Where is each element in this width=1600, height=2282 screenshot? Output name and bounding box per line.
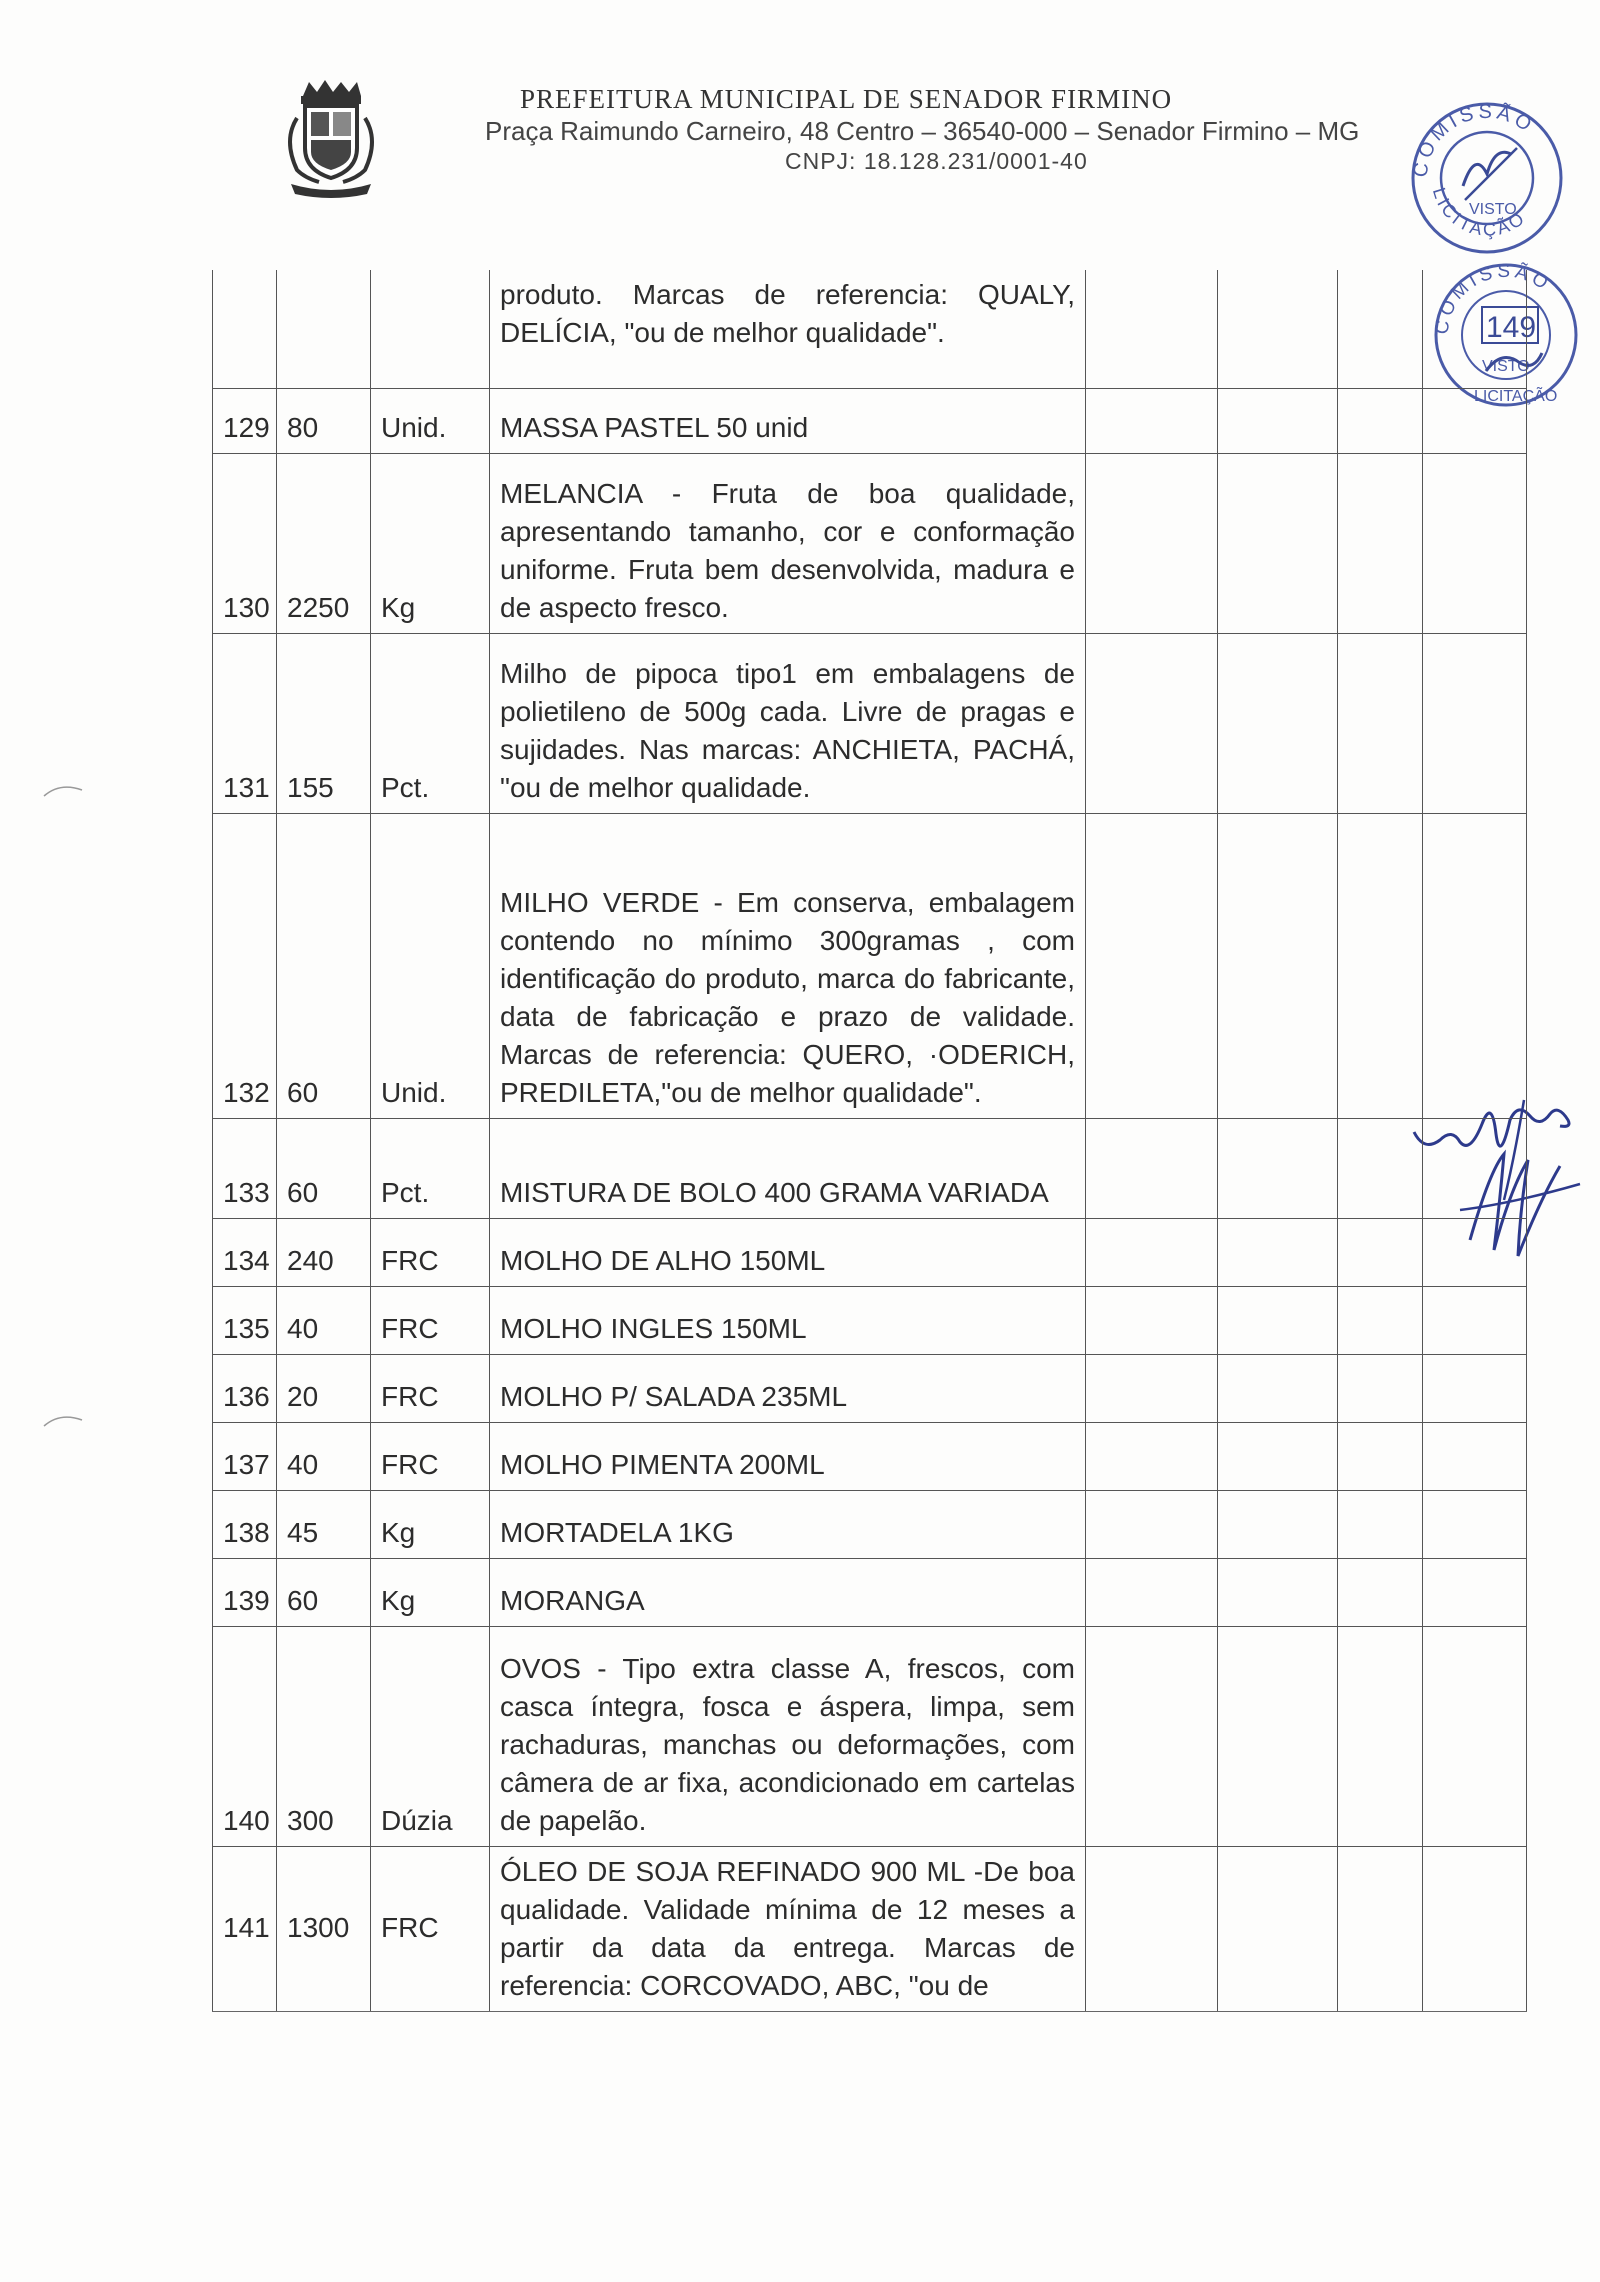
item-number-cell: 136	[213, 1354, 277, 1422]
empty-cell	[1086, 813, 1218, 1118]
description-cell: OVOS - Tipo extra classe A, frescos, com casca íntegra, fosca e áspera, limpa, sem rachaduras, manchas ou deformações, com câmera de ar fixa, acondicionado em cartelas de papelão.	[490, 1626, 1086, 1846]
table-row	[213, 1354, 1527, 1422]
empty-cell	[1218, 813, 1338, 1118]
margin-mark	[40, 780, 90, 800]
table-row	[213, 1626, 1527, 1846]
empty-cell	[1086, 633, 1218, 813]
item-number-cell: 140	[213, 1626, 277, 1846]
table-row	[213, 633, 1527, 813]
description-cell: MELANCIA - Fruta de boa qualidade, apresentando tamanho, cor e conformação uniforme. Fruta bem desenvolvida, madura e de aspecto fresco.	[490, 453, 1086, 633]
empty-cell	[1338, 388, 1423, 453]
quantity-cell: 300	[277, 1626, 371, 1846]
empty-cell	[1218, 1118, 1338, 1218]
stamp-ring-text: COMISSÃO	[1409, 100, 1539, 179]
empty-cell	[1218, 1490, 1338, 1558]
empty-cell	[1338, 1354, 1423, 1422]
item-number-cell: 134	[213, 1218, 277, 1286]
description-cell: MOLHO P/ SALADA 235ML	[490, 1354, 1086, 1422]
unit-cell: Unid.	[371, 813, 490, 1118]
empty-cell	[1338, 1218, 1423, 1286]
quantity-cell: 60	[277, 813, 371, 1118]
table-row	[213, 453, 1527, 633]
stamp-bottom-text: LICITAÇÃO	[1474, 388, 1558, 405]
unit-cell: Kg	[371, 1558, 490, 1626]
unit-cell: FRC	[371, 1354, 490, 1422]
description-cell: produto. Marcas de referencia: QUALY, DELÍCIA, "ou de melhor qualidade".	[490, 270, 1086, 388]
empty-cell	[1338, 633, 1423, 813]
empty-cell	[1423, 1626, 1527, 1846]
stamp-page-number: 149	[1486, 311, 1537, 344]
item-number-cell	[213, 270, 277, 388]
unit-cell: Pct.	[371, 1118, 490, 1218]
empty-cell	[1423, 1558, 1527, 1626]
description-cell: MISTURA DE BOLO 400 GRAMA VARIADA	[490, 1118, 1086, 1218]
unit-cell: Unid.	[371, 388, 490, 453]
table-row	[213, 1422, 1527, 1490]
item-number-cell: 131	[213, 633, 277, 813]
empty-cell	[1218, 1626, 1338, 1846]
description-cell: MOLHO DE ALHO 150ML	[490, 1218, 1086, 1286]
quantity-cell: 1300	[277, 1846, 371, 2011]
items-table	[212, 270, 1527, 2012]
empty-cell	[1338, 813, 1423, 1118]
item-number-cell: 139	[213, 1558, 277, 1626]
description-cell: MOLHO INGLES 150ML	[490, 1286, 1086, 1354]
quantity-cell: 40	[277, 1422, 371, 1490]
description-cell: MILHO VERDE - Em conserva, embalagem contendo no mínimo 300gramas , com identificação do produto, marca do fabricante, data de fabricação e prazo de validade. Marcas de referencia: QUERO, ·ODERICH, PREDILETA,"ou de melhor qualidade".	[490, 813, 1086, 1118]
description-cell: ÓLEO DE SOJA REFINADO 900 ML -De boa qualidade. Validade mínima de 12 meses a partir da data da entrega. Marcas de referencia: CORCOVADO, ABC, "ou de	[490, 1846, 1086, 2011]
empty-cell	[1086, 1354, 1218, 1422]
item-number-cell: 137	[213, 1422, 277, 1490]
empty-cell	[1423, 1354, 1527, 1422]
table-row	[213, 1118, 1527, 1218]
quantity-cell: 40	[277, 1286, 371, 1354]
item-number-cell: 129	[213, 388, 277, 453]
description-cell: MORANGA	[490, 1558, 1086, 1626]
unit-cell: FRC	[371, 1422, 490, 1490]
empty-cell	[1423, 1490, 1527, 1558]
empty-cell	[1218, 453, 1338, 633]
margin-mark	[40, 1410, 90, 1430]
unit-cell: FRC	[371, 1846, 490, 2011]
address-line: Praça Raimundo Carneiro, 48 Centro – 36540-000 – Senador Firmino – MG	[485, 116, 1360, 146]
quantity-cell: 60	[277, 1118, 371, 1218]
item-number-cell: 130	[213, 453, 277, 633]
empty-cell	[1218, 1354, 1338, 1422]
empty-cell	[1086, 1422, 1218, 1490]
empty-cell	[1086, 453, 1218, 633]
description-cell: Milho de pipoca tipo1 em embalagens de polietileno de 500g cada. Livre de pragas e sujidades. Nas marcas: ANCHIETA, PACHÁ, "ou de melhor qualidade.	[490, 633, 1086, 813]
item-number-cell: 138	[213, 1490, 277, 1558]
empty-cell	[1338, 1422, 1423, 1490]
table-row	[213, 813, 1527, 1118]
stamp-center-text: VISTO	[1469, 201, 1517, 218]
table-row	[213, 1490, 1527, 1558]
empty-cell	[1423, 813, 1527, 1118]
letterhead	[0, 0, 1600, 200]
empty-cell	[1086, 1286, 1218, 1354]
empty-cell	[1338, 1490, 1423, 1558]
unit-cell: Pct.	[371, 633, 490, 813]
quantity-cell: 80	[277, 388, 371, 453]
quantity-cell: 20	[277, 1354, 371, 1422]
empty-cell	[1086, 1846, 1218, 2011]
unit-cell: FRC	[371, 1286, 490, 1354]
description-cell: MASSA PASTEL 50 unid	[490, 388, 1086, 453]
empty-cell	[1423, 388, 1527, 453]
empty-cell	[1218, 1846, 1338, 2011]
item-number-cell: 132	[213, 813, 277, 1118]
quantity-cell: 155	[277, 633, 371, 813]
stamp-ring-text: COMISSÃO	[1431, 260, 1555, 336]
empty-cell	[1338, 1286, 1423, 1354]
unit-cell	[371, 270, 490, 388]
empty-cell	[1086, 1558, 1218, 1626]
table-row	[213, 1558, 1527, 1626]
empty-cell	[1423, 1286, 1527, 1354]
empty-cell	[1086, 388, 1218, 453]
quantity-cell	[277, 270, 371, 388]
table-row	[213, 270, 1527, 388]
quantity-cell: 240	[277, 1218, 371, 1286]
empty-cell	[1086, 1218, 1218, 1286]
table-row	[213, 1846, 1527, 2011]
municipality-name: PREFEITURA MUNICIPAL DE SENADOR FIRMINO	[520, 84, 1173, 114]
item-number-cell: 135	[213, 1286, 277, 1354]
empty-cell	[1086, 1626, 1218, 1846]
empty-cell	[1218, 270, 1338, 388]
empty-cell	[1086, 270, 1218, 388]
empty-cell	[1423, 453, 1527, 633]
empty-cell	[1423, 1218, 1527, 1286]
empty-cell	[1338, 453, 1423, 633]
empty-cell	[1218, 633, 1338, 813]
cnpj-line: CNPJ: 18.128.231/0001-40	[785, 148, 1088, 174]
unit-cell: FRC	[371, 1218, 490, 1286]
empty-cell	[1218, 1558, 1338, 1626]
unit-cell: Kg	[371, 453, 490, 633]
quantity-cell: 2250	[277, 453, 371, 633]
empty-cell	[1338, 1626, 1423, 1846]
empty-cell	[1086, 1118, 1218, 1218]
table-row	[213, 388, 1527, 453]
empty-cell	[1218, 1422, 1338, 1490]
empty-cell	[1218, 1286, 1338, 1354]
empty-cell	[1218, 1218, 1338, 1286]
stamp-center-text: VISTO	[1482, 358, 1530, 375]
empty-cell	[1423, 1846, 1527, 2011]
empty-cell	[1423, 633, 1527, 813]
stamp-bottom-text: LICITAÇÃO	[1428, 185, 1531, 240]
unit-cell: Dúzia	[371, 1626, 490, 1846]
table-row	[213, 1218, 1527, 1286]
quantity-cell: 60	[277, 1558, 371, 1626]
empty-cell	[1338, 1846, 1423, 2011]
empty-cell	[1086, 1490, 1218, 1558]
empty-cell	[1338, 270, 1423, 388]
empty-cell	[1218, 388, 1338, 453]
unit-cell: Kg	[371, 1490, 490, 1558]
empty-cell	[1338, 1118, 1423, 1218]
item-number-cell: 141	[213, 1846, 277, 2011]
empty-cell	[1338, 1558, 1423, 1626]
description-cell: MOLHO PIMENTA 200ML	[490, 1422, 1086, 1490]
quantity-cell: 45	[277, 1490, 371, 1558]
table-row	[213, 1286, 1527, 1354]
empty-cell	[1423, 1422, 1527, 1490]
empty-cell	[1423, 270, 1527, 388]
commission-visto-stamp	[1405, 90, 1570, 260]
description-cell: MORTADELA 1KG	[490, 1490, 1086, 1558]
item-number-cell: 133	[213, 1118, 277, 1218]
coat-of-arms-icon	[275, 78, 385, 198]
empty-cell	[1423, 1118, 1527, 1218]
